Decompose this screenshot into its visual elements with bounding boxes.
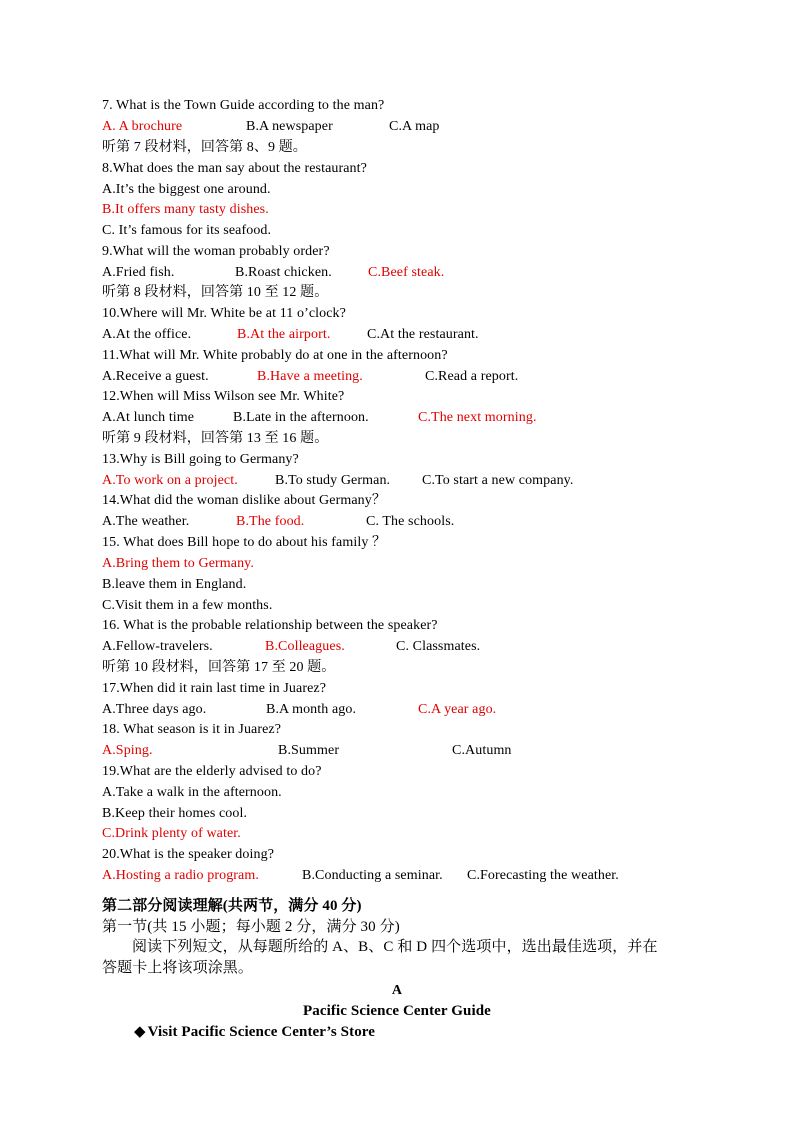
instruction-line-1: 阅读下列短文，从每题所给的 A、B、C 和 D 四个选项中，选出最佳选项，并在 bbox=[132, 939, 658, 955]
option-a: A.To work on a project. bbox=[102, 473, 238, 488]
bullet-line bbox=[134, 1022, 375, 1042]
option-b: B.At the airport. bbox=[237, 327, 331, 342]
question-18: 18. What season is it in Juarez? bbox=[102, 722, 282, 737]
option-b: B.A newspaper bbox=[246, 119, 333, 134]
option-b: B.Conducting a seminar. bbox=[302, 868, 443, 883]
option-c: C.Beef steak. bbox=[368, 265, 445, 280]
options-12 bbox=[102, 408, 702, 428]
option-a: A.It’s the biggest one around. bbox=[102, 182, 271, 197]
option-a: A.At the office. bbox=[102, 327, 192, 342]
question-11: 11.What will Mr. White probably do at one in the afternoon? bbox=[102, 348, 448, 363]
option-b: B.Have a meeting. bbox=[257, 369, 363, 384]
option-b: B.Summer bbox=[278, 743, 340, 758]
option-c: C.The next morning. bbox=[418, 410, 537, 425]
question-13: 13.Why is Bill going to Germany? bbox=[102, 452, 299, 467]
option-c: C.A map bbox=[389, 119, 440, 134]
option-a: A.Fried fish. bbox=[102, 265, 175, 280]
option-a: A.Sping. bbox=[102, 743, 153, 758]
option-c: C.Forecasting the weather. bbox=[467, 868, 619, 883]
options-14 bbox=[102, 512, 702, 532]
option-a: A.At lunch time bbox=[102, 410, 195, 425]
options-11 bbox=[102, 367, 702, 387]
passage-letter: A bbox=[391, 983, 403, 998]
option-c: C.At the restaurant. bbox=[367, 327, 479, 342]
question-15: 15. What does Bill hope to do about his family ？ bbox=[102, 535, 387, 550]
option-c: C. It’s famous for its seafood. bbox=[102, 223, 272, 238]
diamond-icon: ◆ bbox=[134, 1024, 146, 1040]
passage-title: Pacific Science Center Guide bbox=[303, 1003, 491, 1019]
option-a: A.Bring them to Germany. bbox=[102, 556, 254, 571]
option-b: B.Colleagues. bbox=[265, 639, 345, 654]
question-14: 14.What did the woman dislike about Germany？ bbox=[102, 493, 386, 508]
section1-heading: 第一节(共 15 小题；每小题 2 分，满分 30 分) bbox=[102, 919, 400, 935]
part2-heading: 第二部分阅读理解(共两节，满分 40 分) bbox=[102, 898, 362, 914]
section-instruction-10: 听第 10 段材料，回答第 17 至 20 题。 bbox=[102, 660, 336, 675]
option-b: B.Roast chicken. bbox=[235, 265, 332, 280]
question-20: 20.What is the speaker doing? bbox=[102, 847, 275, 862]
question-10: 10.Where will Mr. White be at 11 o’clock? bbox=[102, 306, 346, 321]
section-instruction-8: 听第 8 段材料，回答第 10 至 12 题。 bbox=[102, 285, 329, 300]
option-b: B.To study German. bbox=[275, 473, 391, 488]
section-instruction-9: 听第 9 段材料，回答第 13 至 16 题。 bbox=[102, 431, 329, 446]
option-b: B.Keep their homes cool. bbox=[102, 806, 248, 821]
instruction-line-2: 答题卡上将该项涂黑。 bbox=[102, 960, 254, 976]
option-a: A. A brochure bbox=[102, 119, 183, 134]
options-13 bbox=[102, 471, 702, 491]
question-19: 19.What are the elderly advised to do? bbox=[102, 764, 322, 779]
option-a: A.Take a walk in the afternoon. bbox=[102, 785, 282, 800]
question-12: 12.When will Miss Wilson see Mr. White? bbox=[102, 389, 345, 404]
options-7 bbox=[102, 117, 702, 137]
options-17 bbox=[102, 700, 702, 720]
options-10 bbox=[102, 325, 702, 345]
options-9 bbox=[102, 263, 702, 283]
question-7: 7. What is the Town Guide according to the man? bbox=[102, 98, 385, 113]
option-b: B.It offers many tasty dishes. bbox=[102, 202, 269, 217]
option-c: C. The schools. bbox=[366, 514, 455, 529]
options-16 bbox=[102, 637, 702, 657]
options-18 bbox=[102, 741, 702, 761]
option-c: C.Drink plenty of water. bbox=[102, 826, 241, 841]
question-8: 8.What does the man say about the restaurant? bbox=[102, 161, 367, 176]
option-a: A.Hosting a radio program. bbox=[102, 868, 259, 883]
option-b: B.leave them in England. bbox=[102, 577, 247, 592]
option-a: A.Receive a guest. bbox=[102, 369, 209, 384]
option-a: A.The weather. bbox=[102, 514, 190, 529]
option-a: A.Three days ago. bbox=[102, 702, 207, 717]
option-b: B.A month ago. bbox=[266, 702, 357, 717]
option-b: B.The food. bbox=[236, 514, 305, 529]
option-a: A.Fellow-travelers. bbox=[102, 639, 213, 654]
options-20 bbox=[102, 866, 722, 886]
bullet-text: Visit Pacific Science Center’s Store bbox=[147, 1024, 376, 1040]
question-17: 17.When did it rain last time in Juarez? bbox=[102, 681, 327, 696]
question-16: 16. What is the probable relationship between the speaker? bbox=[102, 618, 438, 633]
option-c: C.Read a report. bbox=[425, 369, 519, 384]
option-b: B.Late in the afternoon. bbox=[233, 410, 369, 425]
option-c: C.To start a new company. bbox=[422, 473, 574, 488]
option-c: C.Visit them in a few months. bbox=[102, 598, 273, 613]
section-instruction-7: 听第 7 段材料，回答第 8、9 题。 bbox=[102, 140, 307, 155]
option-c: C.A year ago. bbox=[418, 702, 497, 717]
option-c: C.Autumn bbox=[452, 743, 512, 758]
question-9: 9.What will the woman probably order? bbox=[102, 244, 330, 259]
option-c: C. Classmates. bbox=[396, 639, 481, 654]
